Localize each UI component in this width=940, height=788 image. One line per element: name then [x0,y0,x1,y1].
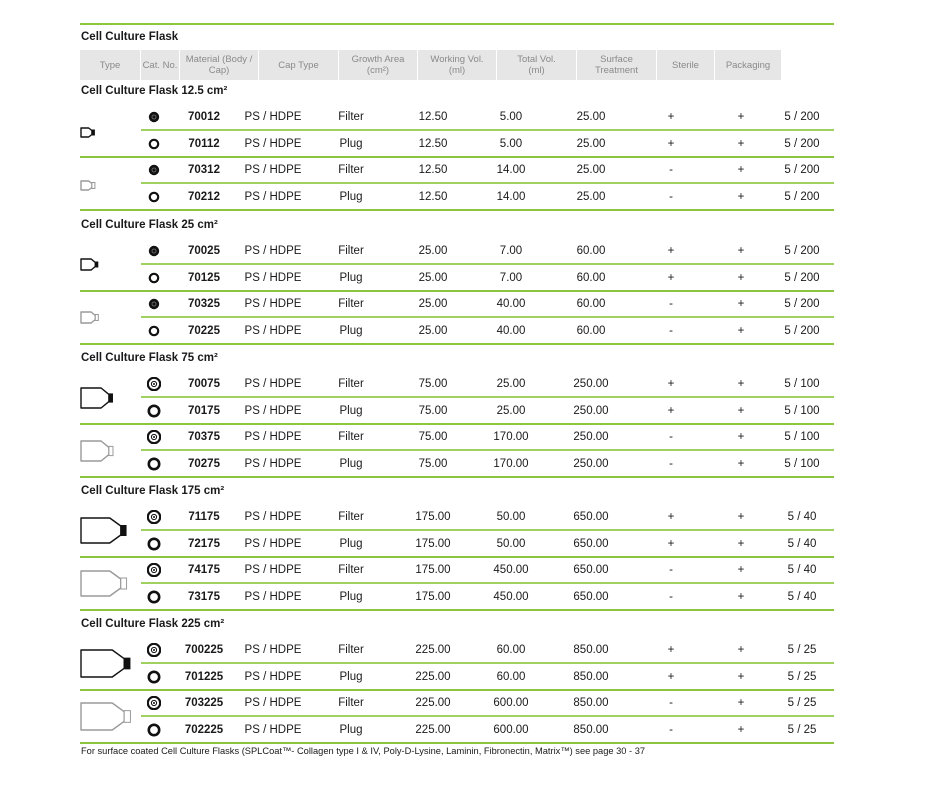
cell-total-vol: 25.00 [576,137,606,150]
cell-packaging: 5 / 100 [784,404,820,417]
cell-working-vol: 14.00 [496,164,526,176]
header-cat-no: Cat. No. [141,50,179,80]
cell-growth-area: 175.00 [415,511,451,523]
cell-growth-area: 12.50 [418,164,448,176]
cell-surface-treatment: - [669,457,673,470]
cell-packaging: 5 / 25 [787,644,817,656]
cell-cat-no: 70175 [188,404,220,417]
cell-material: PS / HDPE [244,431,302,443]
cell-working-vol: 7.00 [499,271,523,284]
cell-cat-no: 70012 [188,111,220,123]
table-row [141,718,834,744]
cell-working-vol: 25.00 [496,404,526,417]
cell-cat-no: 70212 [188,190,220,203]
flask-open-cap-icon [80,702,140,736]
cell-packaging: 5 / 100 [784,378,820,390]
cell-cat-no: 70075 [188,378,220,390]
cell-total-vol: 650.00 [573,564,609,576]
cell-surface-treatment: + [667,378,675,390]
cell-sterile: + [737,537,745,550]
plug-cap-icon [147,404,161,418]
row-divider [80,343,834,345]
table-header [80,50,834,80]
cell-packaging: 5 / 200 [784,137,820,150]
table-row [141,266,834,292]
cell-total-vol: 250.00 [573,404,609,417]
cell-cap-type: Plug [339,137,363,150]
plug-cap-icon [147,324,161,338]
cell-sterile: + [737,590,745,603]
cell-surface-treatment: + [667,404,675,417]
cell-working-vol: 600.00 [493,697,529,709]
cell-packaging: 5 / 25 [787,670,817,683]
cell-packaging: 5 / 200 [784,164,820,176]
row-divider [80,609,834,611]
cell-cap-type: Filter [338,378,364,390]
cell-material: PS / HDPE [244,457,302,470]
table-row [141,319,834,345]
cell-cat-no: 72175 [188,537,220,550]
cell-material: PS / HDPE [244,537,302,550]
cell-packaging: 5 / 40 [787,511,817,523]
flask-open-cap-icon [80,570,136,602]
table-row [141,372,834,398]
plug-cap-icon [147,537,161,551]
table-row [141,638,834,664]
cell-surface-treatment: - [669,431,673,443]
cell-material: PS / HDPE [244,190,302,203]
cell-sterile: + [737,697,745,709]
cell-growth-area: 225.00 [415,723,451,736]
header-sterile: Sterile [657,50,714,80]
flask-filled-cap-icon [80,125,102,143]
cell-surface-treatment: + [667,644,675,656]
cell-cap-type: Filter [338,697,364,709]
cell-surface-treatment: + [667,537,675,550]
cell-total-vol: 850.00 [573,670,609,683]
cell-material: PS / HDPE [244,298,302,310]
cell-sterile: + [737,511,745,523]
section-title: Cell Culture Flask 175 cm² [81,485,225,497]
table-row [141,585,834,611]
plug-cap-icon [147,723,161,737]
cell-cap-type: Filter [338,564,364,576]
cell-growth-area: 225.00 [415,697,451,709]
table-row [141,665,834,691]
cell-cap-type: Plug [339,670,363,683]
cell-sterile: + [737,670,745,683]
cell-surface-treatment: + [667,670,675,683]
cell-sterile: + [737,298,745,310]
cell-packaging: 5 / 25 [787,697,817,709]
cell-material: PS / HDPE [244,511,302,523]
cell-material: PS / HDPE [244,670,302,683]
cell-cap-type: Filter [338,245,364,257]
row-divider [80,209,834,211]
cell-total-vol: 25.00 [576,111,606,123]
section-title: Cell Culture Flask 12.5 cm² [81,85,228,97]
cell-cat-no: 74175 [188,564,220,576]
cell-working-vol: 170.00 [493,431,529,443]
cell-surface-treatment: - [669,564,673,576]
cell-growth-area: 175.00 [415,564,451,576]
cell-packaging: 5 / 200 [784,245,820,257]
cell-cap-type: Plug [339,723,363,736]
cell-working-vol: 25.00 [496,378,526,390]
cell-cat-no: 70312 [188,164,220,176]
flask-filled-cap-icon [80,258,106,276]
cell-cat-no: 70225 [188,324,220,337]
cell-packaging: 5 / 200 [784,190,820,203]
cell-material: PS / HDPE [244,164,302,176]
cell-sterile: + [737,431,745,443]
cell-material: PS / HDPE [244,378,302,390]
cell-cap-type: Filter [338,111,364,123]
cell-cat-no: 70375 [188,431,220,443]
table-row [141,239,834,265]
cell-growth-area: 175.00 [415,590,451,603]
cell-sterile: + [737,111,745,123]
cell-total-vol: 60.00 [576,271,606,284]
cell-total-vol: 650.00 [573,590,609,603]
cell-material: PS / HDPE [244,590,302,603]
table-row [141,292,834,318]
flask-open-cap-icon [80,178,102,196]
cell-working-vol: 14.00 [496,190,526,203]
table-row [141,558,834,584]
filter-cap-icon [147,510,161,524]
cell-total-vol: 250.00 [573,457,609,470]
cell-sterile: + [737,564,745,576]
cell-cat-no: 702225 [184,723,224,736]
flask-filled-cap-icon [80,517,136,549]
filter-cap-icon [147,696,161,710]
cell-cat-no: 700225 [184,644,224,656]
cell-total-vol: 250.00 [573,431,609,443]
cell-sterile: + [737,723,745,736]
cell-total-vol: 60.00 [576,245,606,257]
cell-growth-area: 75.00 [418,404,448,417]
cell-material: PS / HDPE [244,111,302,123]
cell-sterile: + [737,271,745,284]
filter-cap-icon [147,110,161,124]
cell-working-vol: 5.00 [499,137,523,150]
cell-packaging: 5 / 40 [787,537,817,550]
table-row [141,185,834,211]
cell-growth-area: 12.50 [418,111,448,123]
cell-cap-type: Plug [339,271,363,284]
cell-cap-type: Plug [339,324,363,337]
table-row [141,425,834,451]
cell-working-vol: 40.00 [496,298,526,310]
cell-cat-no: 70275 [188,457,220,470]
flask-filled-cap-icon [80,649,140,683]
cell-material: PS / HDPE [244,404,302,417]
table-row [141,105,834,131]
cell-total-vol: 60.00 [576,324,606,337]
cell-cap-type: Filter [338,164,364,176]
cell-surface-treatment: + [667,271,675,284]
cell-cap-type: Filter [338,298,364,310]
table-row [141,452,834,478]
cell-total-vol: 25.00 [576,164,606,176]
plug-cap-icon [147,190,161,204]
cell-material: PS / HDPE [244,271,302,284]
cell-packaging: 5 / 25 [787,723,817,736]
cell-total-vol: 250.00 [573,378,609,390]
cell-packaging: 5 / 40 [787,590,817,603]
cell-working-vol: 450.00 [493,590,529,603]
cell-packaging: 5 / 100 [784,457,820,470]
cell-growth-area: 225.00 [415,670,451,683]
cell-cat-no: 701225 [184,670,224,683]
cell-material: PS / HDPE [244,564,302,576]
header-total-vol: Total Vol. (ml) [497,50,576,80]
plug-cap-icon [147,590,161,604]
filter-cap-icon [147,377,161,391]
cell-growth-area: 25.00 [418,271,448,284]
section-title: Cell Culture Flask 75 cm² [81,352,218,364]
cell-working-vol: 40.00 [496,324,526,337]
cell-growth-area: 75.00 [418,431,448,443]
table-row [141,532,834,558]
plug-cap-icon [147,271,161,285]
cell-working-vol: 60.00 [496,644,526,656]
cell-cap-type: Plug [339,590,363,603]
cell-surface-treatment: - [669,697,673,709]
row-divider [80,742,834,744]
flask-open-cap-icon [80,311,106,329]
cell-surface-treatment: - [669,190,673,203]
header-growth-area: Growth Area (cm²) [339,50,417,80]
cell-material: PS / HDPE [244,644,302,656]
header-working-vol: Working Vol. (ml) [418,50,496,80]
cell-surface-treatment: - [669,324,673,337]
cell-cap-type: Plug [339,457,363,470]
cell-sterile: + [737,457,745,470]
cell-packaging: 5 / 200 [784,324,820,337]
cell-total-vol: 650.00 [573,511,609,523]
cell-growth-area: 12.50 [418,190,448,203]
cell-surface-treatment: - [669,723,673,736]
filter-cap-icon [147,163,161,177]
cell-sterile: + [737,324,745,337]
cell-material: PS / HDPE [244,137,302,150]
header-surface-treatment: Surface Treatment [577,50,656,80]
table-row [141,691,834,717]
cell-sterile: + [737,378,745,390]
cell-surface-treatment: + [667,511,675,523]
cell-packaging: 5 / 40 [787,564,817,576]
cell-cat-no: 70125 [188,271,220,284]
cell-cap-type: Plug [339,537,363,550]
section-title: Cell Culture Flask 25 cm² [81,219,218,231]
header-cap-type: Cap Type [259,50,338,80]
cell-material: PS / HDPE [244,324,302,337]
cell-sterile: + [737,164,745,176]
cell-growth-area: 225.00 [415,644,451,656]
cell-working-vol: 50.00 [496,537,526,550]
flask-filled-cap-icon [80,387,122,414]
cell-material: PS / HDPE [244,697,302,709]
cell-sterile: + [737,245,745,257]
cell-growth-area: 75.00 [418,378,448,390]
cell-material: PS / HDPE [244,245,302,257]
cell-surface-treatment: - [669,590,673,603]
flask-open-cap-icon [80,440,122,467]
cell-packaging: 5 / 200 [784,271,820,284]
table-row [141,132,834,158]
filter-cap-icon [147,430,161,444]
cell-growth-area: 25.00 [418,324,448,337]
top-divider [80,23,834,25]
section-title: Cell Culture Flask 225 cm² [81,618,225,630]
cell-cat-no: 70025 [188,245,220,257]
cell-cap-type: Filter [338,431,364,443]
cell-cap-type: Filter [338,644,364,656]
cell-cat-no: 70112 [188,137,220,150]
cell-working-vol: 60.00 [496,670,526,683]
cell-growth-area: 12.50 [418,137,448,150]
cell-surface-treatment: - [669,164,673,176]
cell-packaging: 5 / 200 [784,298,820,310]
table-row [141,399,834,425]
cell-working-vol: 450.00 [493,564,529,576]
cell-cat-no: 70325 [188,298,220,310]
table-row [141,505,834,531]
cell-packaging: 5 / 200 [784,111,820,123]
cell-working-vol: 50.00 [496,511,526,523]
cell-cap-type: Filter [338,511,364,523]
cell-surface-treatment: + [667,111,675,123]
cell-total-vol: 25.00 [576,190,606,203]
cell-cat-no: 703225 [184,697,224,709]
plug-cap-icon [147,670,161,684]
cell-growth-area: 75.00 [418,457,448,470]
page-title: Cell Culture Flask [81,31,179,43]
header-type: Type [80,50,140,80]
cell-cap-type: Plug [339,190,363,203]
plug-cap-icon [147,457,161,471]
filter-cap-icon [147,643,161,657]
plug-cap-icon [147,137,161,151]
cell-growth-area: 25.00 [418,298,448,310]
cell-surface-treatment: + [667,137,675,150]
filter-cap-icon [147,244,161,258]
header-packaging: Packaging [715,50,781,80]
cell-packaging: 5 / 100 [784,431,820,443]
cell-working-vol: 5.00 [499,111,523,123]
cell-total-vol: 850.00 [573,644,609,656]
cell-total-vol: 850.00 [573,723,609,736]
cell-cat-no: 71175 [188,511,220,523]
cell-working-vol: 170.00 [493,457,529,470]
cell-growth-area: 25.00 [418,245,448,257]
table-row [141,158,834,184]
cell-growth-area: 175.00 [415,537,451,550]
cell-surface-treatment: + [667,245,675,257]
footer-note: For surface coated Cell Culture Flasks (SPLCoat™- Collagen type I & IV, Poly-D-Lysine, Laminin, Fibronectin, Matrix™) see page 30 - 37 [81,746,646,756]
cell-sterile: + [737,404,745,417]
cell-sterile: + [737,190,745,203]
filter-cap-icon [147,563,161,577]
row-divider [80,476,834,478]
filter-cap-icon [147,297,161,311]
cell-cap-type: Plug [339,404,363,417]
cell-surface-treatment: - [669,298,673,310]
cell-total-vol: 850.00 [573,697,609,709]
cell-total-vol: 650.00 [573,537,609,550]
cell-total-vol: 60.00 [576,298,606,310]
cell-sterile: + [737,137,745,150]
cell-working-vol: 7.00 [499,245,523,257]
cell-working-vol: 600.00 [493,723,529,736]
cell-cat-no: 73175 [188,590,220,603]
cell-sterile: + [737,644,745,656]
header-material: Material (Body / Cap) [180,50,258,80]
cell-material: PS / HDPE [244,723,302,736]
